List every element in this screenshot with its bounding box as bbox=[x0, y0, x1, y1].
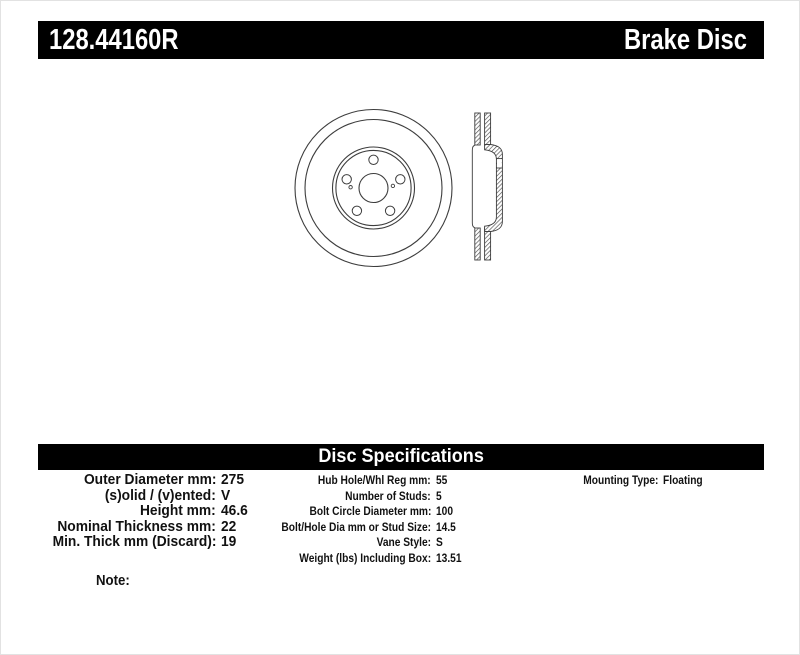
spec-label: Hub Hole/Whl Reg mm: bbox=[318, 473, 431, 487]
spec-value: 55 bbox=[436, 473, 448, 487]
bottom-inboard-plate bbox=[485, 228, 491, 260]
spec-label: Bolt Circle Diameter mm: bbox=[309, 504, 431, 518]
product-title: Brake Disc bbox=[624, 23, 747, 56]
spec-value: V bbox=[221, 487, 231, 504]
bolt-hole-cut bbox=[497, 159, 502, 168]
spec-value: 14.5 bbox=[436, 519, 456, 534]
spec-section-header bbox=[38, 444, 764, 470]
note-label: Note: bbox=[96, 572, 130, 589]
spec-value: 19 bbox=[221, 534, 237, 550]
hub-outer-circle bbox=[333, 147, 415, 229]
bottom-outboard-plate bbox=[475, 228, 480, 260]
brake-disc-front-view bbox=[295, 110, 452, 267]
hat-section bbox=[485, 145, 503, 232]
spec-label: Vane Style: bbox=[376, 535, 431, 549]
brake-disc-vented-cross-section bbox=[472, 113, 502, 260]
top-outboard-plate bbox=[475, 113, 480, 145]
spec-label: Height mm: bbox=[140, 503, 216, 519]
spec-column-mounting bbox=[281, 473, 546, 566]
spec-row bbox=[541, 473, 781, 489]
spec-row bbox=[286, 473, 546, 489]
top-inboard-plate bbox=[485, 113, 491, 145]
spec-row bbox=[281, 519, 546, 536]
hub-inner-circle bbox=[336, 150, 411, 225]
spec-value: 275 bbox=[221, 472, 244, 488]
friction-ring-circle bbox=[305, 120, 442, 257]
hat-inner-outline bbox=[472, 145, 475, 228]
spec-row bbox=[286, 551, 546, 567]
spec-value: 5 bbox=[436, 488, 442, 503]
spec-row bbox=[286, 535, 546, 551]
spec-value: 22 bbox=[221, 518, 237, 535]
spec-label: Number of Studs: bbox=[345, 488, 431, 503]
spec-section-title: Disc Specifications bbox=[318, 446, 484, 467]
spec-value: 46.6 bbox=[221, 503, 248, 519]
part-number: 128.44160R bbox=[49, 23, 179, 56]
spec-value: 13.51 bbox=[436, 550, 462, 565]
spec-label: Min. Thick mm (Discard): bbox=[52, 534, 216, 550]
center-hole bbox=[359, 174, 388, 203]
spec-label: Bolt/Hole Dia mm or Stud Size: bbox=[281, 519, 431, 534]
spec-label: Weight (lbs) Including Box: bbox=[299, 550, 431, 565]
spec-value: S bbox=[436, 535, 443, 549]
spec-label: Mounting Type: bbox=[582, 473, 658, 487]
spec-value: 100 bbox=[436, 504, 454, 518]
spec-column-type bbox=[541, 473, 781, 489]
spec-row bbox=[286, 504, 546, 520]
spec-label: (s)olid / (v)ented: bbox=[105, 487, 216, 504]
spec-value: Floating bbox=[663, 473, 703, 487]
spec-row bbox=[286, 489, 546, 505]
stud-holes bbox=[342, 155, 405, 215]
spec-label: Outer Diameter mm: bbox=[83, 472, 216, 488]
locating-holes bbox=[349, 184, 395, 189]
outer-diameter-circle bbox=[295, 110, 452, 267]
header-bar bbox=[38, 21, 764, 59]
spec-label: Nominal Thickness mm: bbox=[57, 518, 216, 535]
